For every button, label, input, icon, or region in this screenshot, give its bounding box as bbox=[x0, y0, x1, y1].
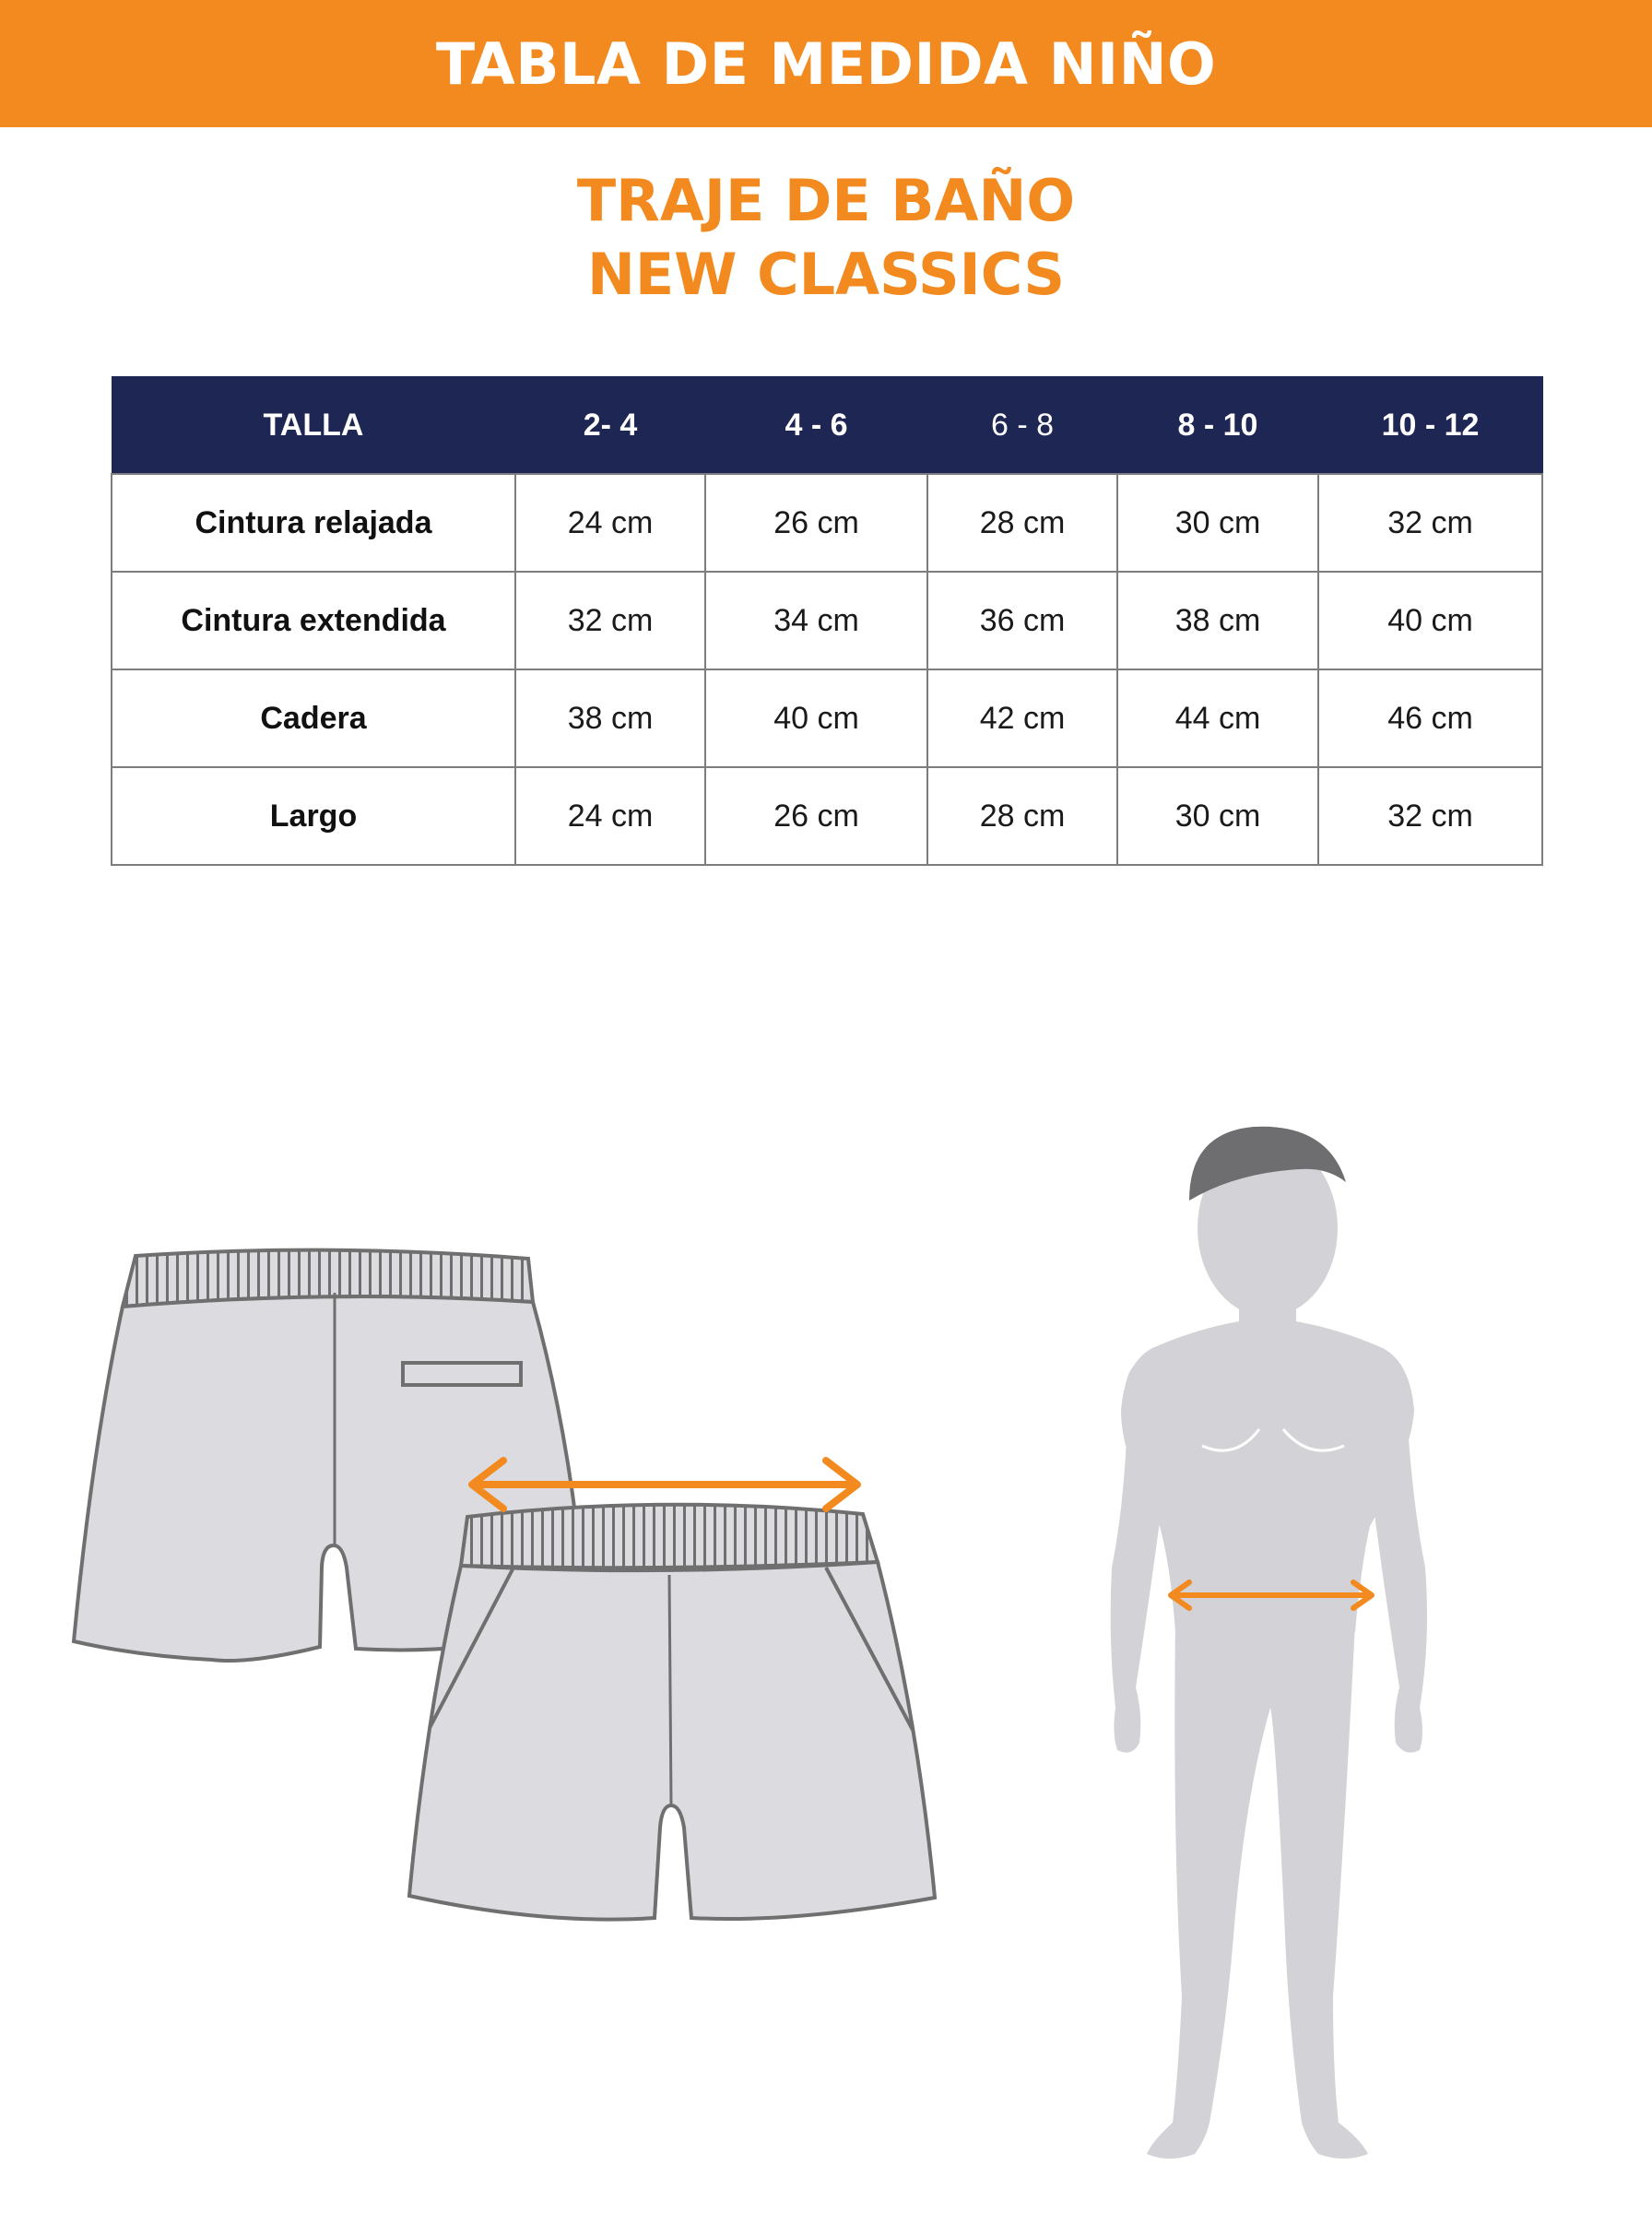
table-cell: 32 cm bbox=[1318, 474, 1542, 572]
table-cell: 38 cm bbox=[515, 669, 705, 767]
size-table bbox=[111, 376, 1543, 866]
header-cell-size: 4 - 6 bbox=[705, 377, 927, 475]
table-cell: 46 cm bbox=[1318, 669, 1542, 767]
header-cell-size: 2- 4 bbox=[515, 377, 705, 475]
table-cell: 44 cm bbox=[1117, 669, 1318, 767]
row-label: Cintura relajada bbox=[112, 474, 515, 572]
product-title bbox=[0, 164, 1652, 312]
table-cell: 26 cm bbox=[705, 474, 927, 572]
table-cell: 42 cm bbox=[927, 669, 1117, 767]
header-cell-talla: TALLA bbox=[112, 377, 515, 475]
table-cell: 24 cm bbox=[515, 474, 705, 572]
table-cell: 36 cm bbox=[927, 572, 1117, 669]
child-figure-icon bbox=[1111, 1127, 1427, 2159]
table-cell: 34 cm bbox=[705, 572, 927, 669]
row-label: Cintura extendida bbox=[112, 572, 515, 669]
illustrations bbox=[0, 1088, 1652, 2213]
table-cell: 28 cm bbox=[927, 767, 1117, 865]
table-cell: 30 cm bbox=[1117, 474, 1318, 572]
product-title-line-1: TRAJE DE BAÑO bbox=[576, 167, 1076, 234]
table-row bbox=[112, 474, 1542, 572]
row-label: Cadera bbox=[112, 669, 515, 767]
table-cell: 32 cm bbox=[1318, 767, 1542, 865]
table-row bbox=[112, 669, 1542, 767]
table-row bbox=[112, 572, 1542, 669]
shorts-front-icon bbox=[409, 1505, 935, 1920]
table-cell: 38 cm bbox=[1117, 572, 1318, 669]
table-cell: 30 cm bbox=[1117, 767, 1318, 865]
product-title-line-2: NEW CLASSICS bbox=[586, 241, 1066, 308]
table-cell: 24 cm bbox=[515, 767, 705, 865]
table-cell: 28 cm bbox=[927, 474, 1117, 572]
header-cell-size: 8 - 10 bbox=[1117, 377, 1318, 475]
table-cell: 40 cm bbox=[705, 669, 927, 767]
row-label: Largo bbox=[112, 767, 515, 865]
page-title: TABLA DE MEDIDA NIÑO bbox=[435, 30, 1217, 98]
header-cell-size: 6 - 8 bbox=[927, 377, 1117, 475]
table-cell: 40 cm bbox=[1318, 572, 1542, 669]
top-banner bbox=[0, 0, 1652, 127]
size-table-header-row bbox=[112, 377, 1542, 475]
header-cell-size: 10 - 12 bbox=[1318, 377, 1542, 475]
table-cell: 26 cm bbox=[705, 767, 927, 865]
table-cell: 32 cm bbox=[515, 572, 705, 669]
table-row bbox=[112, 767, 1542, 865]
